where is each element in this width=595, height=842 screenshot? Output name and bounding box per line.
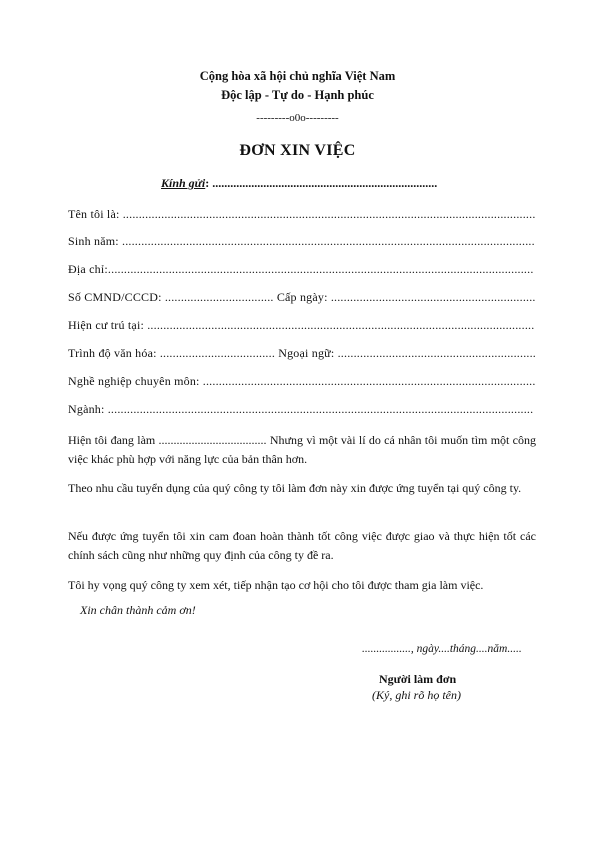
field-birth-year: Sinh năm: ................................................................................................................................. <box>68 234 535 248</box>
recipient-label: Kính gửi <box>161 176 206 190</box>
paragraph-current-job: Hiện tôi đang làm .................................... Nhưng vì một vài lí do cá nhân tôi muốn tìm một công việc khác phù hợp với năng lực của bản thân hơn. <box>68 433 536 466</box>
closing-thanks: Xin chân thành cảm ơn! <box>80 603 196 617</box>
field-sector: Ngành: ..................................................................................................................................... <box>68 402 534 416</box>
paragraph-commitment: Nếu được ứng tuyển tôi xin cam đoan hoàn thành tốt công việc được giao và thực hiện tốt các chính sách cũng như những quy định của công ty đề ra. <box>68 529 536 562</box>
document-title: ĐƠN XIN VIỆC <box>239 142 356 159</box>
field-education: Trình độ văn hóa: .................................... Ngoại ngữ: .............................................................. <box>68 346 536 360</box>
field-id-card: Số CMND/CCCD: .................................. Cấp ngày: ................................................................ <box>68 290 536 304</box>
recipient-dots: : ........................................................................... <box>205 176 438 190</box>
field-profession: Nghề nghiệp chuyên môn: ........................................................................................................ <box>68 374 536 388</box>
signature-note: (Ký, ghi rõ họ tên) <box>372 688 461 702</box>
field-residence: Hiện cư trú tại: ......................................................................................................................... <box>68 318 535 332</box>
field-name: Tên tôi là: ................................................................................................................................. <box>68 207 536 221</box>
paragraph-apply: Theo nhu cầu tuyển dụng của quý công ty tôi làm đơn này xin được ứng tuyển tại quý công ty. <box>68 481 522 495</box>
date-line: ................., ngày....tháng....năm..... <box>362 643 522 655</box>
country-name: Cộng hòa xã hội chủ nghĩa Việt Nam <box>199 69 396 83</box>
recipient-line <box>161 176 437 191</box>
header-separator: ---------o0o--------- <box>256 112 339 124</box>
signature-title: Người làm đơn <box>379 672 457 686</box>
paragraph-hope: Tôi hy vọng quý công ty xem xét, tiếp nhận tạo cơ hội cho tôi được tham gia làm việc. <box>68 578 484 592</box>
national-motto: Độc lập - Tự do - Hạnh phúc <box>221 88 374 102</box>
field-address: Địa chỉ:..................................................................................................................................... <box>68 262 534 276</box>
